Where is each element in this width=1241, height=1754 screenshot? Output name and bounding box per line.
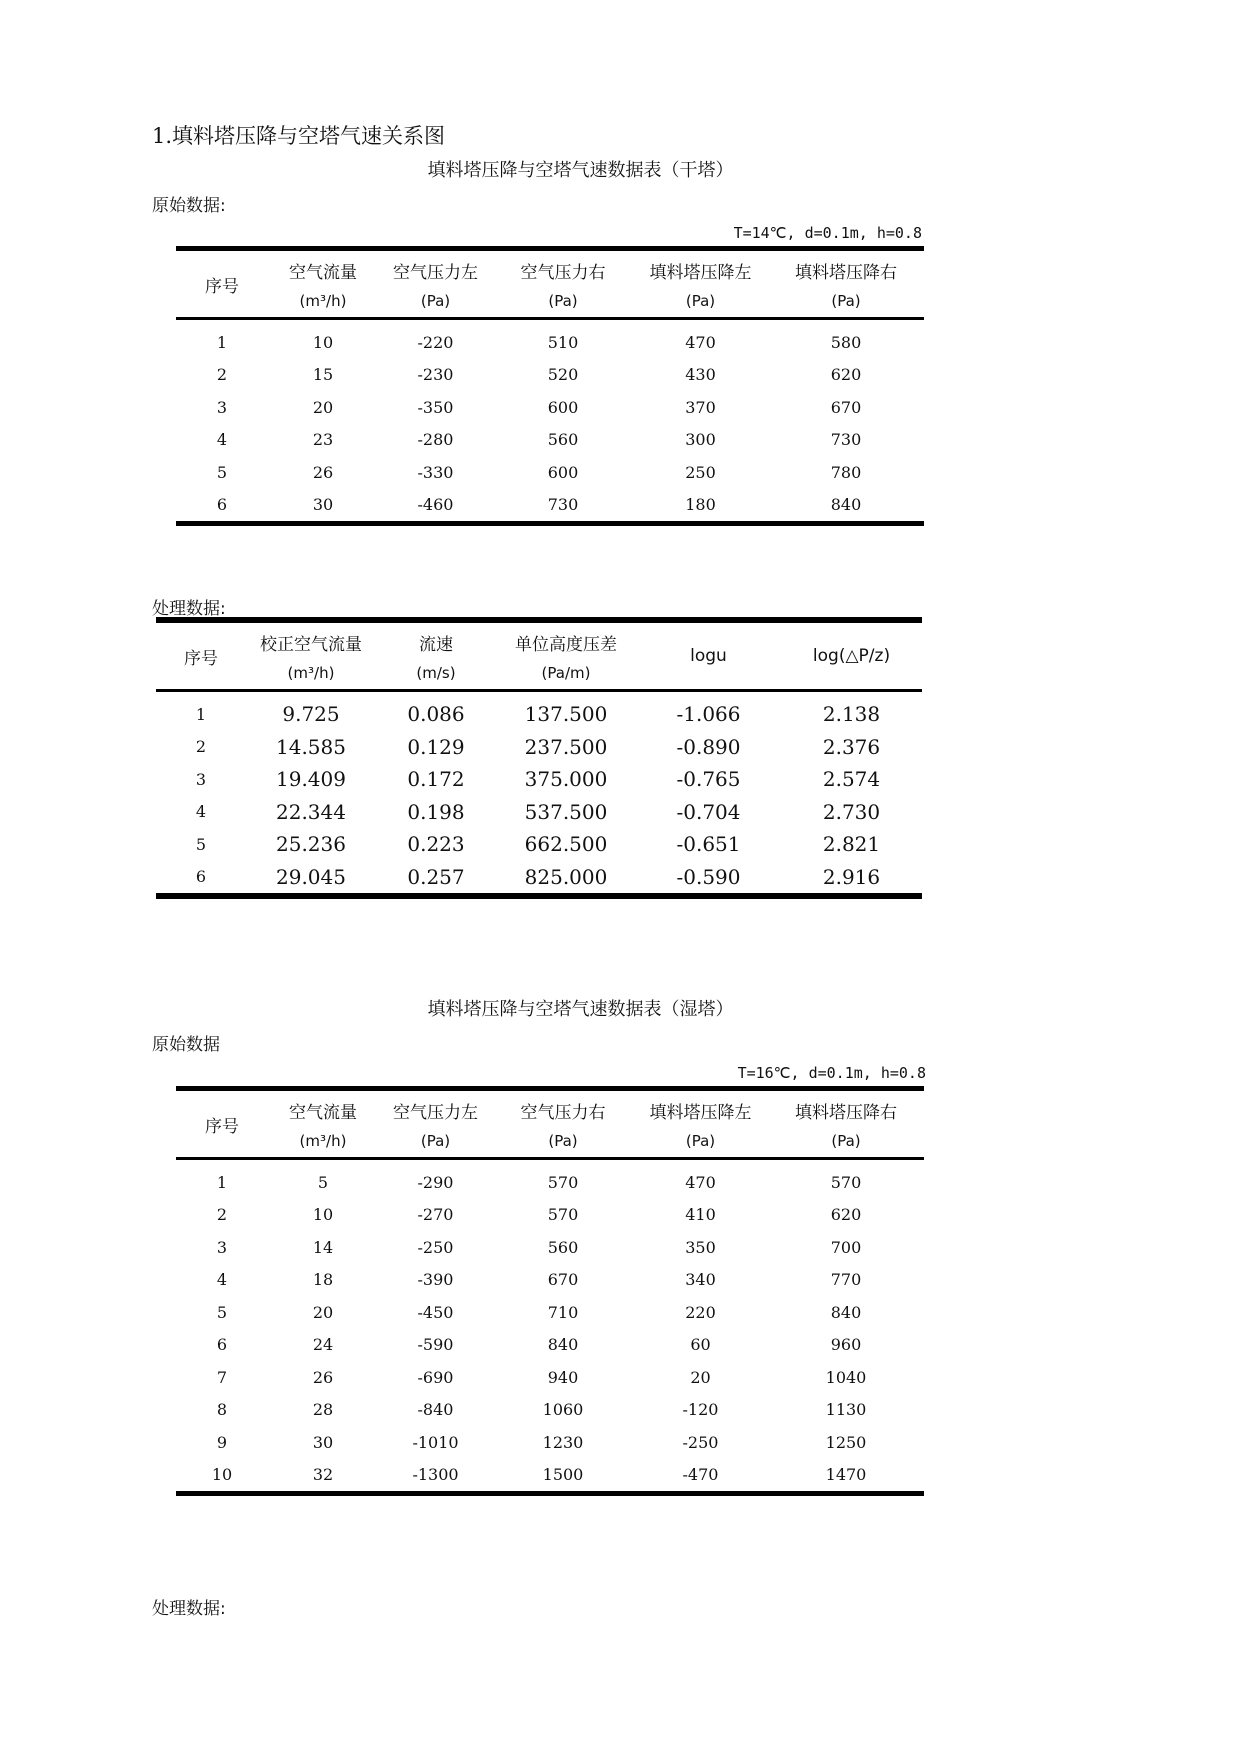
table-cell: 20	[690, 1367, 711, 1387]
column-header-name: 空气压力左	[393, 1103, 478, 1123]
table-cell: 1	[195, 704, 207, 724]
column-header-unit: (Pa)	[685, 292, 716, 310]
table-cell: 825.000	[524, 864, 608, 889]
table-cell: 10	[312, 1205, 334, 1225]
table-cell: 375.000	[524, 767, 608, 792]
table-cell: -1300	[412, 1465, 459, 1485]
table-cell: -290	[417, 1172, 454, 1192]
column-header	[636, 620, 781, 691]
table-row	[176, 424, 924, 457]
column-header-name: 填料塔压降左	[649, 263, 752, 283]
table-cell: 1130	[825, 1400, 867, 1420]
table-cell: 9	[216, 1432, 228, 1452]
table-cell: -0.704	[676, 799, 741, 824]
table-cell: 570	[547, 1205, 579, 1225]
table-cell: 1040	[825, 1367, 867, 1387]
table-cell: 1	[216, 1172, 228, 1192]
wet-table-caption: 填料塔压降与空塔气速数据表（湿塔）	[427, 999, 734, 1020]
table-cell: 22.344	[276, 799, 346, 824]
table-row	[176, 1231, 924, 1264]
table-cell: 520	[547, 365, 579, 385]
table-row	[176, 391, 924, 424]
table-cell: 2	[216, 365, 228, 385]
table-cell: 237.500	[524, 734, 608, 759]
dry-raw-table	[176, 246, 924, 526]
table-cell: 8	[216, 1400, 228, 1420]
table-cell: 9.725	[282, 702, 340, 727]
table-cell: 1250	[825, 1432, 867, 1452]
table-cell: 510	[547, 332, 579, 352]
table-cell: 600	[547, 397, 579, 417]
table-cell: 730	[547, 495, 579, 515]
table-cell: -350	[417, 397, 454, 417]
table-cell: 2.821	[822, 832, 881, 857]
table-cell: 620	[830, 1205, 862, 1225]
table-cell: -250	[682, 1432, 719, 1452]
column-header-name: 填料塔压降左	[649, 1103, 752, 1123]
table-row	[176, 1329, 924, 1362]
table-cell: 840	[547, 1335, 579, 1355]
table-cell: -470	[682, 1465, 719, 1485]
column-header	[376, 620, 496, 691]
table-cell: 20	[312, 397, 334, 417]
column-header-name: 序号	[184, 648, 218, 669]
dry-table-caption: 填料塔压降与空塔气速数据表（干塔）	[427, 160, 734, 181]
table-cell: -220	[417, 332, 454, 352]
table-cell: -460	[417, 495, 454, 515]
table-cell: 6	[195, 867, 207, 887]
table-cell: 600	[547, 462, 579, 482]
column-header-unit: (Pa)	[548, 292, 578, 310]
table-cell: -250	[417, 1237, 454, 1257]
table-cell: 470	[685, 332, 716, 352]
column-header-name: 序号	[205, 276, 239, 297]
table-cell: -0.590	[676, 864, 741, 889]
table-cell: 7	[216, 1367, 228, 1387]
table-cell: 23	[312, 430, 334, 450]
table-cell: 6	[216, 495, 228, 515]
table-cell: 470	[685, 1172, 716, 1192]
table-cell: 537.500	[524, 799, 608, 824]
table-cell: 960	[830, 1335, 862, 1355]
column-header-unit: (Pa/m)	[541, 664, 591, 682]
table-cell: 620	[830, 365, 862, 385]
table-row	[176, 1159, 924, 1199]
dry-processed-table	[156, 617, 922, 899]
table-cell: 670	[830, 397, 862, 417]
table-cell: 2.138	[822, 702, 881, 727]
table-row	[156, 763, 922, 796]
table-cell: 570	[547, 1172, 579, 1192]
table-row	[156, 796, 922, 829]
table-cell: 0.198	[407, 799, 465, 824]
column-header	[378, 249, 493, 319]
table-cell: 670	[547, 1270, 579, 1290]
table-cell: 0.223	[407, 832, 465, 857]
table-cell: 0.086	[407, 702, 465, 727]
column-header	[768, 1089, 924, 1159]
table-cell: 3	[195, 769, 207, 789]
table-cell: 1060	[542, 1400, 584, 1420]
table-cell: 180	[685, 495, 716, 515]
column-header-name: log(△P/z)	[812, 646, 891, 666]
table-cell: 10	[312, 332, 334, 352]
column-header	[378, 1089, 493, 1159]
table-cell: 410	[685, 1205, 716, 1225]
table-row	[176, 1426, 924, 1459]
table-cell: 0.172	[407, 767, 465, 792]
table-row	[176, 1459, 924, 1494]
column-header-unit: (Pa)	[420, 292, 451, 310]
table-cell: -0.890	[676, 734, 741, 759]
column-header	[493, 1089, 633, 1159]
table-cell: 250	[685, 462, 716, 482]
column-header-unit: (Pa)	[685, 1132, 716, 1150]
table-cell: 340	[685, 1270, 716, 1290]
table-cell: 780	[830, 462, 862, 482]
column-header	[156, 620, 246, 691]
table-row	[176, 1264, 924, 1297]
wet-conditions: T=16℃, d=0.1m, h=0.8	[737, 1064, 926, 1082]
table-cell: 840	[830, 1302, 862, 1322]
column-header-unit: (Pa)	[831, 292, 861, 310]
table-row	[156, 731, 922, 764]
column-header	[268, 249, 378, 319]
column-header-unit: (m³/h)	[287, 664, 335, 682]
table-header-row	[156, 620, 922, 691]
column-header	[496, 620, 636, 691]
table-cell: 32	[312, 1465, 334, 1485]
column-header	[768, 249, 924, 319]
column-header-name: logu	[690, 646, 727, 666]
table-row	[156, 691, 922, 731]
column-header-name: 填料塔压降右	[795, 1103, 897, 1123]
table-header-row	[176, 1089, 924, 1159]
table-row	[156, 828, 922, 861]
table-row	[176, 319, 924, 359]
table-cell: -390	[417, 1270, 454, 1290]
table-row	[176, 456, 924, 489]
table-row	[176, 489, 924, 524]
column-header-unit: (m/s)	[416, 664, 456, 682]
table-cell: 25.236	[276, 832, 346, 857]
table-cell: 662.500	[524, 832, 608, 857]
table-cell: 730	[830, 430, 862, 450]
table-cell: 560	[547, 430, 579, 450]
dry-proc-label: 处理数据:	[152, 599, 226, 619]
column-header	[633, 1089, 768, 1159]
table-cell: 940	[547, 1367, 579, 1387]
table-cell: -690	[417, 1367, 454, 1387]
table-cell: 10	[211, 1465, 233, 1485]
wet-raw-label: 原始数据	[152, 1035, 220, 1055]
column-header-name: 流速	[419, 635, 453, 655]
table-cell: 14.585	[276, 734, 346, 759]
table-cell: 3	[216, 1237, 228, 1257]
column-header-name: 校正空气流量	[260, 635, 362, 655]
table-cell: 5	[216, 1302, 228, 1322]
table-cell: 220	[685, 1302, 716, 1322]
column-header-name: 空气压力左	[393, 263, 478, 283]
table-cell: 18	[312, 1270, 334, 1290]
table-row	[176, 359, 924, 392]
table-cell: 19.409	[276, 767, 346, 792]
column-header-name: 填料塔压降右	[795, 263, 897, 283]
column-header	[633, 249, 768, 319]
column-header	[176, 249, 268, 319]
table-cell: 2.376	[822, 734, 881, 759]
table-header-row	[176, 249, 924, 319]
table-cell: 1470	[825, 1465, 867, 1485]
table-cell: 840	[830, 495, 862, 515]
table-cell: -1010	[412, 1432, 459, 1452]
table-cell: 5	[195, 834, 207, 854]
dry-conditions: T=14℃, d=0.1m, h=0.8	[733, 224, 922, 242]
column-header	[781, 620, 922, 691]
table-cell: 5	[216, 462, 228, 482]
table-cell: 26	[312, 1367, 334, 1387]
column-header-unit: (Pa)	[548, 1132, 578, 1150]
column-header-name: 序号	[205, 1116, 239, 1137]
table-cell: 1230	[542, 1432, 584, 1452]
table-cell: -270	[417, 1205, 454, 1225]
table-cell: 560	[547, 1237, 579, 1257]
table-cell: 700	[830, 1237, 862, 1257]
table-cell: 2.730	[822, 799, 881, 824]
table-cell: 24	[312, 1335, 334, 1355]
table-cell: -0.651	[676, 832, 741, 857]
column-header-name: 空气流量	[289, 263, 357, 283]
table-cell: -590	[417, 1335, 454, 1355]
table-cell: 28	[312, 1400, 334, 1420]
table-cell: 4	[216, 1270, 228, 1290]
table-cell: 300	[685, 430, 716, 450]
table-cell: 4	[216, 430, 228, 450]
column-header-unit: (Pa)	[420, 1132, 451, 1150]
table-cell: 5	[317, 1172, 329, 1192]
column-header-unit: (m³/h)	[299, 292, 347, 310]
table-cell: 14	[312, 1237, 334, 1257]
table-cell: 137.500	[524, 702, 608, 727]
table-cell: 4	[195, 802, 207, 822]
table-row	[176, 1296, 924, 1329]
column-header-name: 单位高度压差	[515, 635, 617, 655]
table-row	[176, 1199, 924, 1232]
table-row	[176, 1361, 924, 1394]
table-cell: 2	[216, 1205, 228, 1225]
table-cell: 6	[216, 1335, 228, 1355]
table-cell: 570	[830, 1172, 862, 1192]
table-cell: -230	[417, 365, 454, 385]
table-cell: -1.066	[676, 702, 741, 727]
column-header	[268, 1089, 378, 1159]
table-cell: 60	[690, 1335, 711, 1355]
column-header-name: 空气流量	[289, 1103, 357, 1123]
column-header	[493, 249, 633, 319]
column-header-unit: (m³/h)	[299, 1132, 347, 1150]
table-cell: 0.257	[407, 864, 465, 889]
table-cell: 350	[685, 1237, 716, 1257]
table-cell: 580	[830, 332, 862, 352]
table-cell: 1500	[542, 1465, 584, 1485]
table-cell: -450	[417, 1302, 454, 1322]
table-cell: -120	[682, 1400, 719, 1420]
table-cell: 26	[312, 462, 334, 482]
table-cell: 1	[216, 332, 228, 352]
table-cell: -280	[417, 430, 454, 450]
table-row	[176, 1394, 924, 1427]
table-cell: 30	[312, 495, 334, 515]
table-cell: 3	[216, 397, 228, 417]
column-header-name: 空气压力右	[520, 263, 606, 283]
table-cell: -330	[417, 462, 454, 482]
column-header-name: 空气压力右	[520, 1103, 606, 1123]
column-header	[176, 1089, 268, 1159]
column-header	[246, 620, 376, 691]
table-row	[156, 861, 922, 897]
table-cell: 15	[312, 365, 334, 385]
dry-raw-label: 原始数据:	[152, 196, 226, 216]
section-heading: 1.填料塔压降与空塔气速关系图	[152, 124, 446, 148]
table-cell: 30	[312, 1432, 334, 1452]
table-cell: 2.916	[822, 864, 881, 889]
table-cell: 29.045	[276, 864, 346, 889]
table-cell: 20	[312, 1302, 334, 1322]
table-cell: 430	[685, 365, 716, 385]
wet-raw-table	[176, 1086, 924, 1496]
column-header-unit: (Pa)	[831, 1132, 861, 1150]
table-cell: 370	[685, 397, 716, 417]
table-cell: -840	[417, 1400, 454, 1420]
table-cell: 710	[547, 1302, 579, 1322]
table-cell: 2.574	[822, 767, 881, 792]
table-cell: 2	[195, 737, 207, 757]
table-cell: 770	[830, 1270, 862, 1290]
table-cell: -0.765	[676, 767, 741, 792]
wet-proc-label: 处理数据:	[152, 1599, 226, 1619]
table-cell: 0.129	[407, 734, 465, 759]
